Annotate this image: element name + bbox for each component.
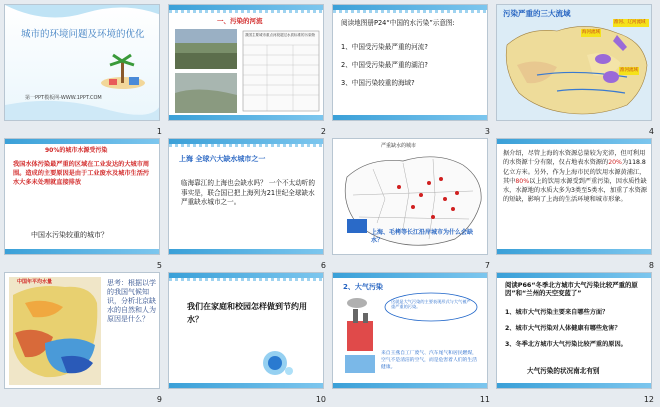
water-drop-illustration <box>169 273 324 389</box>
top-bar <box>497 139 651 144</box>
slide-photos <box>169 5 324 121</box>
slide-thumbnail-grid <box>2 2 658 405</box>
slide-canvas <box>496 138 652 255</box>
slide-number: 9 <box>156 395 162 404</box>
slide-question: 中国水污染较重的城市？ <box>31 231 108 239</box>
slide-thumb-12[interactable] <box>494 270 658 404</box>
slide-canvas <box>332 272 488 389</box>
slide-number: 2 <box>320 127 326 136</box>
slide-thumb-11[interactable] <box>330 270 494 404</box>
side-question: 思考：根据以学的我国气候知识，分析北京缺水的自然和人为原因是什么？ <box>107 279 156 324</box>
map-title: 严重缺水的城市 <box>381 143 417 149</box>
bottom-bar <box>497 249 651 254</box>
bottom-bar <box>333 115 487 120</box>
slide-thumb-3[interactable] <box>330 2 494 136</box>
slide-canvas <box>168 4 324 121</box>
slide-number: 11 <box>479 395 490 404</box>
slide-thumb-4[interactable] <box>494 2 658 136</box>
question-1: 1、中国受污染最严重的河流? <box>341 43 428 51</box>
slide-thumb-1[interactable] <box>2 2 166 136</box>
slide-heading: 一、污染的河流 <box>217 17 263 25</box>
slide-body: 我们在家庭和校园怎样做到节约用水？ <box>187 302 307 324</box>
top-bar <box>497 273 651 278</box>
slide-canvas <box>496 272 652 389</box>
slide-body: 我国水体污染最严重的区域在工业发达的大城市周围。造成的主要原因是由于工业废水及城市生活污水大多未处理就直接排放 <box>13 161 150 186</box>
speech-bubble: 这就是大气污染的主要表现形式与大气被严重严重的污染。 <box>391 299 471 310</box>
slide-intro: 阅读P66“冬季北方城市大气污染比较严重的原因”和“兰州的天空变蓝了” <box>505 281 638 297</box>
region-tag-huai-liao: 淮河、辽河流域 <box>613 19 649 27</box>
slide-canvas <box>168 138 324 255</box>
slide-thumb-8[interactable] <box>494 136 658 270</box>
question-3: 3、冬季北方城市大气污染比较严重的原因。 <box>505 341 627 348</box>
slide-body: 临海靠江的上海也会缺水吗？ 一个不太动听的事实是，联合国已把上海列为21世纪全球缺水严重缺水城市之一。 <box>181 179 315 207</box>
slide-caption: 来自王燕自工厂废气、汽车尾气和居民燃煤，空气不是清洁的空气，而是危害着人们的生活健康。 <box>381 351 477 370</box>
slide-footer: 第一PPT模板网-WWW.1PPT.COM <box>25 95 102 101</box>
document-title: 我国主要城市重点河段超过水质标准的污染物 <box>245 33 315 37</box>
slide-thumb-10[interactable] <box>166 270 330 404</box>
slide-number: 7 <box>484 261 490 270</box>
slide-number: 3 <box>484 127 490 136</box>
top-bar <box>5 139 159 144</box>
slide-number: 10 <box>315 395 326 404</box>
slide-thumb-7[interactable] <box>330 136 494 270</box>
slide-number: 4 <box>648 127 654 136</box>
slide-number: 5 <box>156 261 162 270</box>
highlight-percent-1: 20% <box>608 159 622 167</box>
dot-strip <box>333 10 487 13</box>
slide-decoration <box>5 5 160 121</box>
slide-number: 12 <box>643 395 654 404</box>
slide-canvas <box>168 272 324 389</box>
question-2: 2、城市大气污染对人体健康有哪些危害？ <box>505 325 621 332</box>
region-tag-huaihe: 淮河流域 <box>620 68 638 73</box>
bottom-bar <box>169 383 323 388</box>
body-text-part-2: 为118.8亿立方米。另外，作为上海市民的饮用水源黄浦江，其中 <box>503 159 646 185</box>
question-1: 1、城市大气污染主要来自哪些方面？ <box>505 309 609 316</box>
bottom-bar <box>333 383 487 388</box>
slide-canvas <box>496 4 652 121</box>
bottom-bar <box>169 115 323 120</box>
slide-heading: 2、大气污染 <box>343 283 383 291</box>
slide-canvas <box>332 138 488 255</box>
question-3: 3、中国污染较重的海域? <box>341 79 415 87</box>
slide-thumb-5[interactable] <box>2 136 166 270</box>
slide-footer: 大气污染的状况南北有别 <box>527 367 600 375</box>
slide-title: 污染严重的三大流域 <box>503 9 571 18</box>
slide-number: 8 <box>648 261 654 270</box>
slide-canvas <box>4 138 160 255</box>
slide-canvas <box>4 272 160 389</box>
question-2: 2、中国受污染最严重的湖泊? <box>341 61 428 69</box>
slide-number: 1 <box>156 127 162 136</box>
body-text-part-3: 以上的饮用水源受到严重污染，因水质性缺水，水源地的水质大多为3类至5类水，加重了水资源的短缺，影响了上海的生活环境和城市形象。 <box>503 177 647 204</box>
slide-thumb-9[interactable] <box>2 270 166 404</box>
slide-thumb-2[interactable] <box>166 2 330 136</box>
slide-title: 90%的城市水源受污染 <box>45 147 108 154</box>
slide-body <box>503 149 649 205</box>
dot-strip <box>169 144 323 147</box>
map-caption: 上海、毛栲等长江沿岸城市为什么会缺水？ <box>371 229 474 244</box>
slide-canvas <box>4 4 160 121</box>
map-title: 中国年平均水量 <box>17 279 53 285</box>
body-text-part-1: 据介绍，尽管上海的水资源总量较为充沛，但可利用的水资源十分有限，仅占地表水资源的 <box>503 150 646 167</box>
bottom-bar <box>5 249 159 254</box>
slide-thumb-6[interactable] <box>166 136 330 270</box>
highlight-percent-2: 80% <box>515 177 530 185</box>
bottom-bar <box>169 249 323 254</box>
bottom-bar <box>497 383 651 388</box>
region-tag-haihe: 海河流域 <box>582 30 600 35</box>
slide-canvas <box>332 4 488 121</box>
slide-number: 6 <box>320 261 326 270</box>
slide-intro: 阅读地图册P24“中国的水污染”示意图: <box>341 19 455 27</box>
slide-title: 城市的环境问题及环境的优化 <box>21 29 145 40</box>
slide-title: 上海 全球六大缺水城市之一 <box>179 155 266 163</box>
